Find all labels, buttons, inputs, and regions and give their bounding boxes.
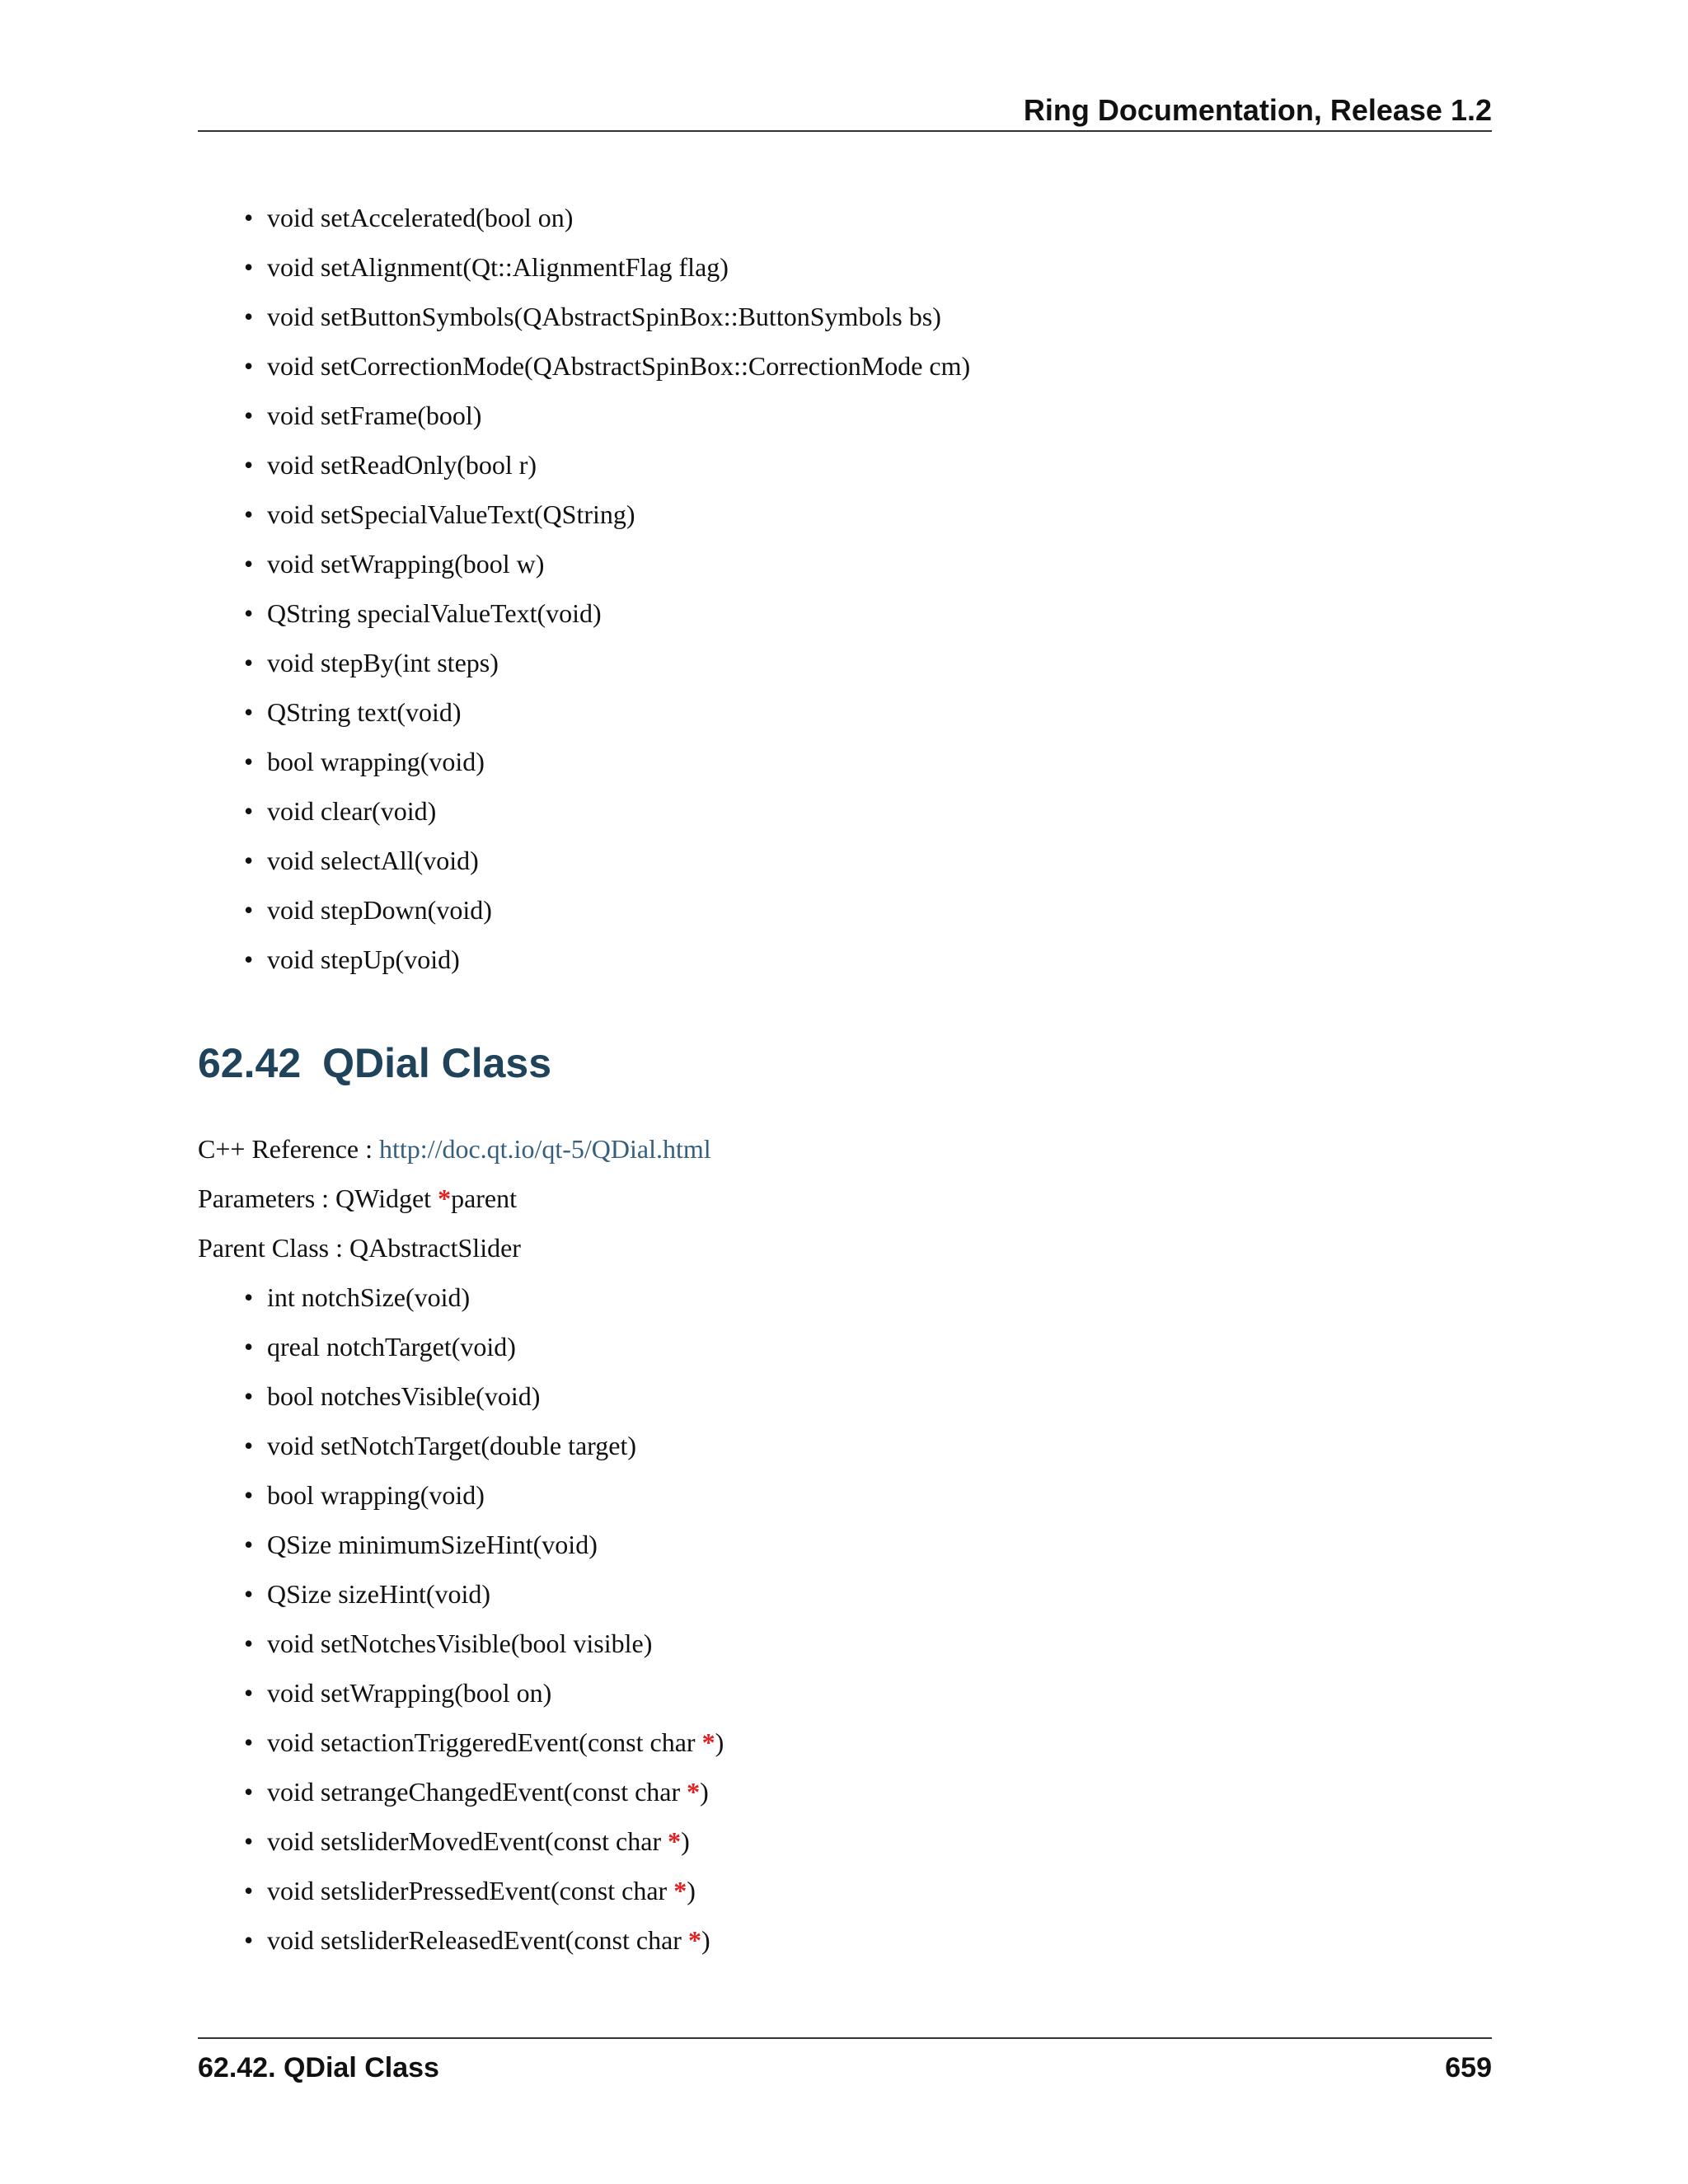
list-item-text: QString specialValueText(void) — [267, 598, 602, 628]
list-item — [244, 1668, 1480, 1718]
list-item-text: void setWrapping(bool w) — [267, 549, 545, 579]
list-item-text: void setsliderMovedEvent(const char — [267, 1826, 668, 1856]
document-page — [198, 0, 1492, 2184]
list-item — [244, 341, 1480, 391]
list-item — [244, 391, 1480, 440]
list-item-end: ) — [701, 1925, 710, 1955]
list-item — [244, 1718, 1480, 1767]
header-title: Ring Documentation, Release 1.2 — [1023, 93, 1492, 127]
pointer-star: * — [673, 1876, 687, 1905]
list-item-text: bool wrapping(void) — [267, 1480, 485, 1510]
list-item — [244, 1470, 1480, 1520]
list-item — [244, 1767, 1480, 1816]
list-item-text: void setactionTriggeredEvent(const char — [267, 1727, 702, 1757]
list-item-text: void setFrame(bool) — [267, 401, 482, 430]
list-item — [244, 193, 1480, 242]
parent-class-line: Parent Class : QAbstractSlider — [198, 1233, 521, 1263]
footer-section: 62.42. QDial Class — [198, 2052, 439, 2083]
list-item — [244, 1322, 1480, 1371]
page-number: 659 — [1445, 2052, 1492, 2083]
list-item — [244, 1816, 1480, 1866]
list-item-text: void setsliderPressedEvent(const char — [267, 1876, 674, 1905]
pointer-star: * — [687, 1777, 701, 1807]
list-item — [244, 490, 1480, 539]
list-item-end: ) — [700, 1777, 709, 1807]
list-item-text: void setAccelerated(bool on) — [267, 203, 574, 232]
list-item-end: ) — [715, 1727, 724, 1757]
list-item-text: qreal notchTarget(void) — [267, 1332, 516, 1361]
section-number: 62.42 — [198, 1040, 302, 1086]
parameters-label: Parameters : QWidget — [198, 1183, 438, 1213]
list-item-text: void setsliderReleasedEvent(const char — [267, 1925, 688, 1955]
list-item-text: void selectAll(void) — [267, 846, 479, 875]
list-item — [244, 1371, 1480, 1421]
list-item — [244, 539, 1480, 588]
list-item-text: void clear(void) — [267, 796, 437, 826]
list-item — [244, 1915, 1480, 1965]
list-item — [244, 638, 1480, 687]
cpp-reference-label: C++ Reference : — [198, 1134, 379, 1164]
parameters-name: parent — [451, 1183, 518, 1213]
pointer-star: * — [668, 1826, 682, 1856]
list-item-text: bool wrapping(void) — [267, 747, 485, 776]
list-item — [244, 1272, 1480, 1322]
section-heading — [198, 1030, 551, 1096]
list-item — [244, 786, 1480, 836]
list-item-text: void stepBy(int steps) — [267, 648, 499, 677]
list-item-text: void stepUp(void) — [267, 944, 460, 974]
pointer-star: * — [701, 1727, 715, 1757]
list-item-text: void stepDown(void) — [267, 895, 492, 925]
list-item-text: void setNotchesVisible(bool visible) — [267, 1629, 653, 1658]
pointer-star: * — [438, 1183, 452, 1213]
list-item-text: void setReadOnly(bool r) — [267, 450, 537, 480]
list-item — [244, 885, 1480, 935]
list-item — [244, 687, 1480, 737]
section-title-text: QDial Class — [322, 1040, 552, 1086]
list-item-text: int notchSize(void) — [267, 1282, 471, 1312]
list-item — [244, 588, 1480, 638]
list-item — [244, 1421, 1480, 1470]
list-item — [244, 440, 1480, 490]
list-item — [244, 1619, 1480, 1668]
list-item-end: ) — [687, 1876, 696, 1905]
list-item — [244, 1569, 1480, 1619]
page-header — [198, 91, 1492, 132]
list-item — [244, 1520, 1480, 1569]
list-item-text: QString text(void) — [267, 697, 462, 727]
list-item-text: void setNotchTarget(double target) — [267, 1431, 636, 1460]
list-item — [244, 1866, 1480, 1915]
list-item — [244, 836, 1480, 885]
list-item-text: void setWrapping(bool on) — [267, 1678, 552, 1708]
list-item-text: void setCorrectionMode(QAbstractSpinBox::CorrectionMode cm) — [267, 351, 971, 381]
method-list-spinbox — [244, 193, 1480, 984]
list-item — [244, 292, 1480, 341]
parameters-line — [198, 1174, 517, 1223]
page-footer — [198, 2037, 1492, 2088]
list-item-text: bool notchesVisible(void) — [267, 1381, 541, 1411]
list-item-text: QSize minimumSizeHint(void) — [267, 1530, 598, 1559]
list-item — [244, 242, 1480, 292]
list-item-text: void setSpecialValueText(QString) — [267, 499, 635, 529]
list-item-text: void setButtonSymbols(QAbstractSpinBox::ButtonSymbols bs) — [267, 302, 941, 331]
list-item — [244, 935, 1480, 984]
cpp-reference — [198, 1124, 711, 1174]
method-list-qdial — [244, 1272, 1480, 1965]
list-item — [244, 737, 1480, 786]
cpp-reference-link[interactable]: http://doc.qt.io/qt-5/QDial.html — [379, 1134, 711, 1164]
list-item-text: void setrangeChangedEvent(const char — [267, 1777, 687, 1807]
pointer-star: * — [687, 1925, 701, 1955]
list-item-end: ) — [681, 1826, 690, 1856]
list-item-text: QSize sizeHint(void) — [267, 1579, 491, 1609]
list-item-text: void setAlignment(Qt::AlignmentFlag flag) — [267, 252, 729, 282]
